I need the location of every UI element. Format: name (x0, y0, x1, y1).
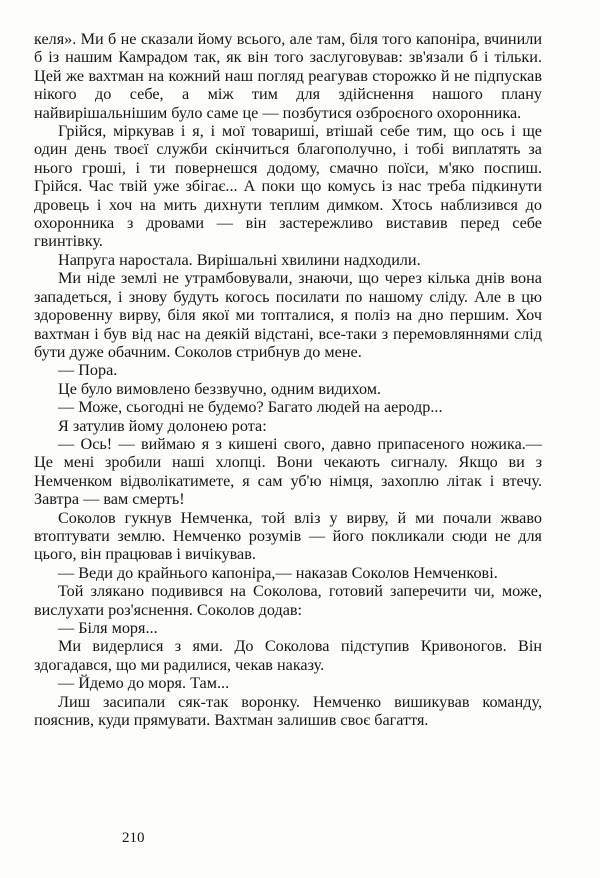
paragraph: Соколов гукнув Немченка, той вліз у вирву, й ми почали жваво втоптувати землю. Немченко розумів — його покликали сюди не для цього, він працював і вичікував. (34, 508, 542, 564)
dialogue-line: — Ось! — виймаю я з кишені свого, давно припасеного ножика.— Це мені зробили наші хлопці. Вони чекають сигналу. Якщо ви з Немченком відволікатимете, я сам уб'ю німця, захоплю літак і втечу. Завтра — вам смерть! (34, 434, 542, 509)
body-text (34, 30, 542, 729)
paragraph: Ми видерлися з ями. До Соколова підступив Кривоногов. Він здогадався, що ми радилися, чекав наказу. (34, 637, 542, 674)
dialogue-line: — Пора. (58, 361, 118, 380)
paragraph: Це було вимовлено беззвучно, одним видихом. (58, 379, 382, 398)
paragraph: келя». Ми б не сказали йому всього, але там, біля того капоніра, вчинили б із нашим Камрадом так, як він того заслуговував: зв'язали б і тільки. Цей же вахтман на кожний наш погляд реагував сторожко й не підпускав нікого до себе, а між тим для здійснення нашого плану найвирішальнішим було саме це — позбутися озброєного охоронника. (34, 30, 542, 122)
page-number: 210 (122, 830, 145, 846)
dialogue-line: — Веди до крайнього капоніра,— наказав Соколов Немченкові. (58, 563, 498, 582)
dialogue-line: — Може, сьогодні не будемо? Багато людей на аеродр... (58, 398, 443, 417)
paragraph: Той злякано подивився на Соколова, готовий заперечити чи, може, вислухати роз'яснення. Соколов додав: (34, 582, 542, 619)
paragraph: Ми ніде землі не утрамбовували, знаючи, що через кілька днів вона западеться, і знову будуть когось посилати по нашому сліду. Але в цю здоровенну вирву, біля якої ми топталися, я поліз на дно першим. Хоч вахтман і був від нас на деякій відстані, все-таки з перемовляннями слід бути дуже обачним. Соколов стрибнув до мене. (34, 269, 542, 361)
paragraph: Грійся, міркував і я, і мої товариші, втішай себе тим, що ось і ще один день твоєї служби скінчиться благополучно, і тобі виплатять за нього гроші, і ти повернешся додому, смачно поїси, м'яко поспиш. Грійся. Час твій уже збігає... А поки що комусь із нас треба підкинути дровець і хоч на мить дихнути теплим димком. Хтось наблизився до охоронника з дровами — він застережливо виставив перед себе гвинтівку. (34, 122, 542, 251)
dialogue-line: — Біля моря... (58, 619, 158, 637)
paragraph: Я затулив йому долонею рота: (58, 416, 267, 435)
dialogue-line: — Йдемо до моря. Там... (58, 674, 230, 693)
paragraph: Лиш засипали сяк-так воронку. Немченко вишикував команду, пояснив, куди прямувати. Вахтман залишив своє багаття. (34, 692, 542, 730)
paragraph: Напруга наростала. Вирішальні хвилини надходили. (58, 250, 421, 269)
